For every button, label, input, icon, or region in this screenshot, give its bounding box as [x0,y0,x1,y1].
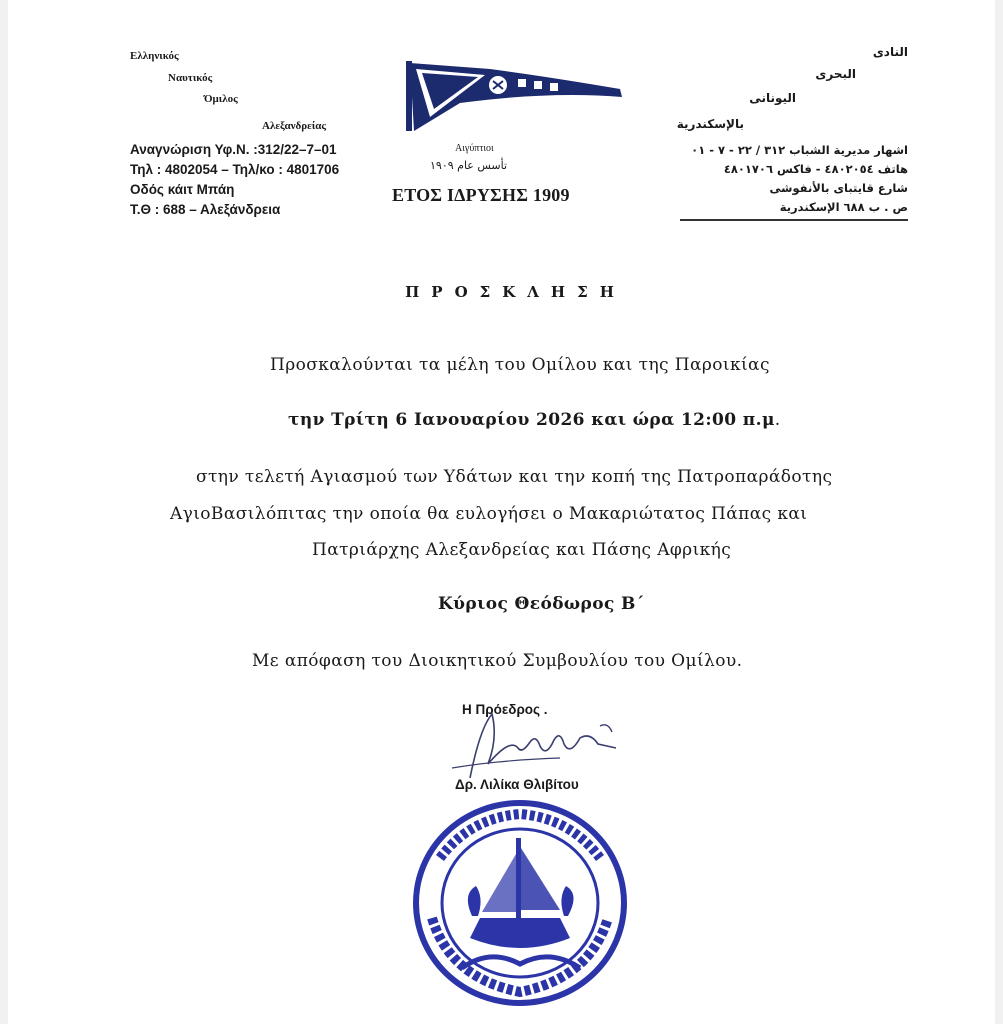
president-title: Η Πρόεδρος . [462,702,548,717]
club-pennant-icon [400,55,630,145]
club-name-ar-line-1: النادى [872,45,908,59]
letterhead-right [608,45,908,230]
street-line-ar: شارع قايتباى بالأنفوشى [769,181,908,195]
club-name-line-4: Αλεξανδρείας [262,120,327,132]
invitation-line-4: ΑγιοΒασιλόπιτας την οποία θα ευλογήσει ο Μακαριώτατος Πάπας και [170,504,808,524]
club-name-ar-line-4: بالإسكندرية [676,117,744,131]
club-name-line-1: Ελληνικός [130,50,179,62]
invitation-line-1: Προσκαλούνται τα μέλη του Ομίλου και της Παροικίας [270,355,770,375]
phone-line-ar: هاتف ٤٨٠٢٠٥٤ - فاكس ٤٨٠١٧٠٦ [723,162,908,176]
registration-line: Αναγνώριση Υφ.Ν. :312/22–7–01 [130,142,337,157]
registration-line-ar: اشهار مديرية الشباب ٣١٢ / ٢٢ - ٧ - ٠١ [691,143,908,157]
patriarch-name: Κύριος Θεόδωρος Β΄ [438,594,645,614]
club-contact-info-ar [691,141,908,217]
letterhead-center [380,55,630,215]
invitation-date-period: . [774,410,781,430]
founded-arabic: تأسس عام ١٩٠٩ [430,159,508,172]
egypt-label: Αιγύπτιοι [455,143,494,154]
club-name-line-2: Ναυτικός [168,72,213,84]
club-name-line-3: Όμιλος [204,93,238,105]
letterhead-underline [680,219,908,221]
invitation-line-5: Πατριάρχης Αλεξανδρείας και Πάσης Αφρικής [312,540,732,560]
po-box-line: Τ.Θ : 688 – Αλεξάνδρεια [130,202,281,217]
phone-line: Τηλ : 4802054 – Τηλ/κο : 4801706 [130,162,340,177]
founded-year: ΕΤΟΣ ΙΔΡΥΣΗΣ 1909 [392,185,570,205]
board-decision-line: Με απόφαση του Διοικητικού Συμβουλίου του Ομίλου. [252,651,743,671]
page-edge-left [0,0,8,1024]
club-seal-stamp [410,798,630,1008]
page-edge-right [995,0,1003,1024]
document-title: ΠΡΟΣΚΛΗΣΗ [405,283,626,301]
po-box-line-ar: ص . ب ٦٨٨ الإسكندرية [779,200,908,214]
club-contact-info [130,140,339,220]
invitation-line-3: στην τελετή Αγιασμού των Υδάτων και την κοπή της Πατροπαράδοτης [196,467,833,487]
signature-mark [440,708,630,788]
president-name: Δρ. Λιλίκα Θλιβίτου [455,777,579,792]
invitation-date: την Τρίτη 6 Ιανουαρίου 2026 και ώρα 12:00 π.μ [288,410,775,430]
street-line: Οδός κάιτ Μπάη [130,182,235,197]
club-name-ar-line-3: اليونانى [749,91,796,105]
club-name-ar-line-2: البحرى [815,67,856,81]
invitation-date-line [288,410,781,430]
